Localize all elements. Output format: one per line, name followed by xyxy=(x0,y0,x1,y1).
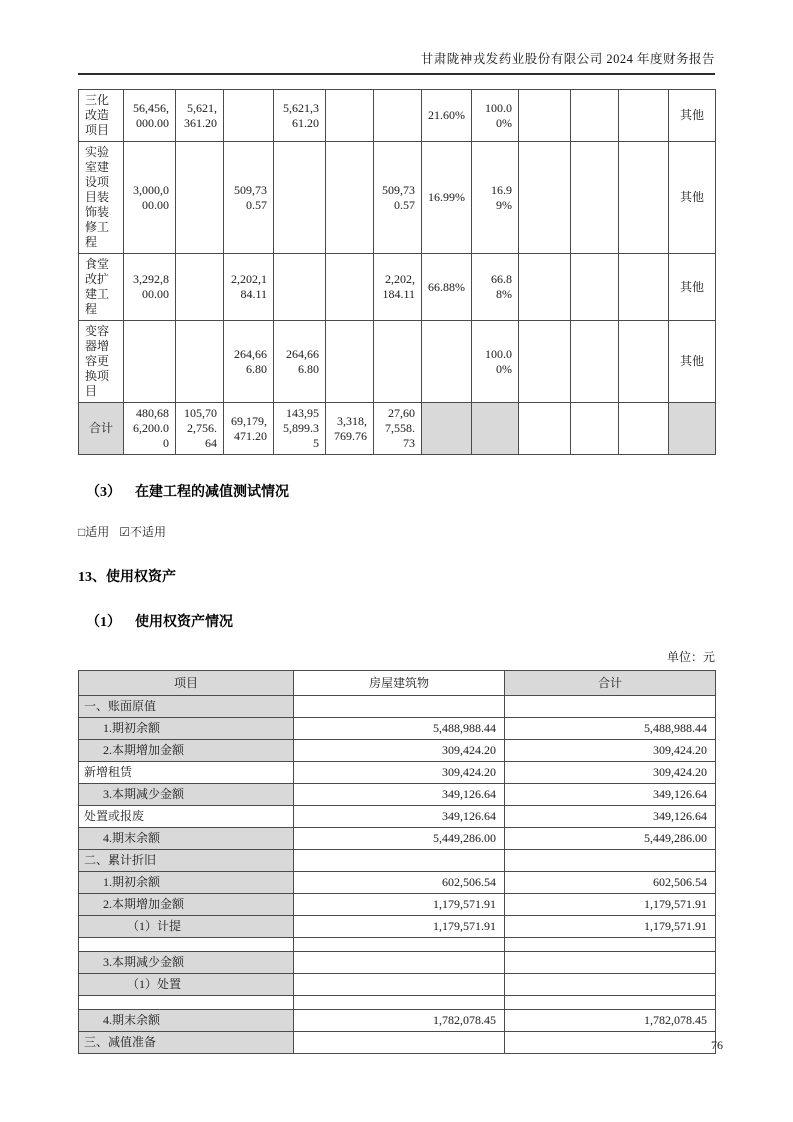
construction-row xyxy=(79,142,716,254)
value-cell: 3,292,800.00 xyxy=(124,254,176,321)
rou-header-item: 项目 xyxy=(79,671,294,696)
value-cell: 3,318,769.76 xyxy=(326,403,374,455)
value-cell: 264,666.80 xyxy=(224,321,274,403)
value-cell xyxy=(519,403,571,455)
value-cell: 100.00% xyxy=(472,90,519,142)
value-cell xyxy=(669,403,716,455)
rou-header-buildings: 房屋建筑物 xyxy=(294,671,505,696)
value-cell xyxy=(571,321,619,403)
value-cell xyxy=(422,403,472,455)
rou-item-cell: 一、账面原值 xyxy=(79,696,294,718)
rou-value-cell xyxy=(294,952,505,974)
value-cell xyxy=(619,142,669,254)
impairment-test-heading xyxy=(78,481,715,501)
heading-number: （1） xyxy=(86,615,121,630)
rou-row xyxy=(79,718,716,740)
construction-in-progress-table xyxy=(78,89,716,455)
rou-item-cell: 3.本期减少金额 xyxy=(79,784,294,806)
value-cell: 其他 xyxy=(669,254,716,321)
header-divider xyxy=(78,73,715,75)
rou-row xyxy=(79,806,716,828)
applicable-option xyxy=(78,525,109,539)
value-cell xyxy=(519,254,571,321)
rou-value-cell: 1,179,571.91 xyxy=(505,894,716,916)
rou-item-cell: 新增租赁 xyxy=(79,762,294,784)
rou-item-cell xyxy=(79,996,294,1010)
checkbox-unchecked-icon: □ xyxy=(78,525,86,539)
rou-value-cell xyxy=(294,974,505,996)
value-cell: 480,686,200.00 xyxy=(124,403,176,455)
document-header xyxy=(78,52,715,75)
rou-value-cell xyxy=(505,974,716,996)
heading-text: 在建工程的减值测试情况 xyxy=(135,485,289,500)
rou-row xyxy=(79,894,716,916)
value-cell: 其他 xyxy=(669,321,716,403)
construction-row xyxy=(79,254,716,321)
rou-item-cell: 4.期末余额 xyxy=(79,828,294,850)
rou-value-cell: 349,126.64 xyxy=(294,784,505,806)
value-cell xyxy=(472,403,519,455)
rou-row xyxy=(79,850,716,872)
rou-value-cell: 349,126.64 xyxy=(505,784,716,806)
not-applicable-option xyxy=(119,525,166,539)
rou-value-cell: 5,449,286.00 xyxy=(505,828,716,850)
rou-row xyxy=(79,996,716,1010)
rou-row xyxy=(79,762,716,784)
construction-row xyxy=(79,90,716,142)
rou-row xyxy=(79,974,716,996)
value-cell: 3,000,000.00 xyxy=(124,142,176,254)
rou-value-cell: 1,782,078.45 xyxy=(505,1010,716,1032)
value-cell xyxy=(274,142,326,254)
right-of-use-assets-heading: 13、使用权资产 xyxy=(78,570,176,585)
value-cell xyxy=(274,254,326,321)
rou-value-cell xyxy=(505,850,716,872)
right-of-use-assets-table xyxy=(78,670,716,1054)
value-cell: 16.99% xyxy=(472,142,519,254)
rou-item-cell: 1.期初余额 xyxy=(79,872,294,894)
construction-row xyxy=(79,321,716,403)
value-cell xyxy=(326,254,374,321)
value-cell: 2,202,184.11 xyxy=(374,254,422,321)
rou-row xyxy=(79,828,716,850)
rou-item-cell: 2.本期增加金额 xyxy=(79,740,294,762)
value-cell xyxy=(326,321,374,403)
value-cell: 509,730.57 xyxy=(374,142,422,254)
rou-item-cell: 2.本期增加金额 xyxy=(79,894,294,916)
unit-label: 单位：元 xyxy=(666,650,715,664)
project-name-cell: 食堂改扩建工程 xyxy=(79,254,124,321)
value-cell xyxy=(422,321,472,403)
rou-value-cell xyxy=(294,850,505,872)
rou-row xyxy=(79,1032,716,1054)
rou-value-cell xyxy=(294,996,505,1010)
value-cell xyxy=(619,254,669,321)
value-cell: 69,179,471.20 xyxy=(224,403,274,455)
value-cell xyxy=(224,90,274,142)
value-cell xyxy=(176,254,224,321)
value-cell xyxy=(176,142,224,254)
value-cell xyxy=(519,321,571,403)
rou-value-cell: 309,424.20 xyxy=(505,740,716,762)
report-title: 甘肃陇神戎发药业股份有限公司 2024 年度财务报告 xyxy=(420,52,715,66)
heading-text: 使用权资产情况 xyxy=(135,615,233,630)
rou-table-body xyxy=(79,696,716,1054)
rou-value-cell xyxy=(505,996,716,1010)
rou-value-cell: 309,424.20 xyxy=(505,762,716,784)
value-cell xyxy=(326,142,374,254)
rou-value-cell: 5,488,988.44 xyxy=(505,718,716,740)
value-cell: 16.99% xyxy=(422,142,472,254)
value-cell: 21.60% xyxy=(422,90,472,142)
rou-item-cell: 三、减值准备 xyxy=(79,1032,294,1054)
value-cell xyxy=(571,254,619,321)
rou-item-cell: 3.本期减少金额 xyxy=(79,952,294,974)
value-cell xyxy=(571,90,619,142)
value-cell: 509,730.57 xyxy=(224,142,274,254)
construction-table-body xyxy=(79,90,716,455)
rou-row xyxy=(79,916,716,938)
value-cell xyxy=(519,142,571,254)
rou-value-cell: 309,424.20 xyxy=(294,740,505,762)
rou-value-cell: 1,179,571.91 xyxy=(294,894,505,916)
rou-value-cell: 1,179,571.91 xyxy=(294,916,505,938)
rou-value-cell: 602,506.54 xyxy=(505,872,716,894)
value-cell xyxy=(124,321,176,403)
rou-value-cell xyxy=(294,1032,505,1054)
value-cell xyxy=(374,90,422,142)
rou-item-cell: （1）处置 xyxy=(79,974,294,996)
checkbox-checked-icon: ☑ xyxy=(119,525,131,539)
value-cell xyxy=(176,321,224,403)
rou-row xyxy=(79,952,716,974)
applicability-line xyxy=(78,523,715,540)
value-cell: 100.00% xyxy=(472,321,519,403)
rou-value-cell xyxy=(505,1032,716,1054)
value-cell xyxy=(519,90,571,142)
rou-situation-heading xyxy=(78,611,715,631)
value-cell: 5,621,361.20 xyxy=(176,90,224,142)
rou-value-cell: 602,506.54 xyxy=(294,872,505,894)
rou-item-cell xyxy=(79,938,294,952)
rou-value-cell: 1,782,078.45 xyxy=(294,1010,505,1032)
value-cell xyxy=(619,90,669,142)
rou-item-cell: 二、累计折旧 xyxy=(79,850,294,872)
rou-item-cell: （1）计提 xyxy=(79,916,294,938)
rou-value-cell: 1,179,571.91 xyxy=(505,916,716,938)
rou-header-row xyxy=(79,671,716,696)
rou-row xyxy=(79,740,716,762)
rou-row xyxy=(79,872,716,894)
rou-header-total: 合计 xyxy=(505,671,716,696)
project-name-cell: 实验室建设项目装饰装修工程 xyxy=(79,142,124,254)
value-cell: 66.88% xyxy=(422,254,472,321)
page-number: 76 xyxy=(711,1038,723,1052)
rou-value-cell: 349,126.64 xyxy=(294,806,505,828)
applicable-label: 适用 xyxy=(85,525,110,539)
rou-item-cell: 处置或报废 xyxy=(79,806,294,828)
value-cell: 105,702,756.64 xyxy=(176,403,224,455)
value-cell xyxy=(619,321,669,403)
rou-row xyxy=(79,1010,716,1032)
value-cell: 66.88% xyxy=(472,254,519,321)
value-cell xyxy=(374,321,422,403)
value-cell: 27,607,558.73 xyxy=(374,403,422,455)
rou-row xyxy=(79,696,716,718)
value-cell: 56,456,000.00 xyxy=(124,90,176,142)
value-cell: 5,621,361.20 xyxy=(274,90,326,142)
project-name-cell: 合计 xyxy=(79,403,124,455)
value-cell: 143,955,899.35 xyxy=(274,403,326,455)
value-cell: 其他 xyxy=(669,90,716,142)
value-cell xyxy=(571,403,619,455)
rou-value-cell xyxy=(505,952,716,974)
rou-value-cell: 5,488,988.44 xyxy=(294,718,505,740)
rou-value-cell xyxy=(294,938,505,952)
rou-value-cell: 5,449,286.00 xyxy=(294,828,505,850)
value-cell xyxy=(326,90,374,142)
value-cell xyxy=(619,403,669,455)
heading-number: （3） xyxy=(86,485,121,500)
project-name-cell: 变容器增容更换项目 xyxy=(79,321,124,403)
rou-value-cell xyxy=(505,696,716,718)
rou-item-cell: 4.期末余额 xyxy=(79,1010,294,1032)
not-applicable-label: 不适用 xyxy=(130,525,167,539)
construction-total-row xyxy=(79,403,716,455)
rou-row xyxy=(79,938,716,952)
value-cell: 其他 xyxy=(669,142,716,254)
rou-value-cell xyxy=(505,938,716,952)
rou-row xyxy=(79,784,716,806)
project-name-cell: 三化改造项目 xyxy=(79,90,124,142)
rou-item-cell: 1.期初余额 xyxy=(79,718,294,740)
rou-value-cell xyxy=(294,696,505,718)
rou-value-cell: 349,126.64 xyxy=(505,806,716,828)
value-cell xyxy=(571,142,619,254)
value-cell: 2,202,184.11 xyxy=(224,254,274,321)
value-cell: 264,666.80 xyxy=(274,321,326,403)
rou-value-cell: 309,424.20 xyxy=(294,762,505,784)
